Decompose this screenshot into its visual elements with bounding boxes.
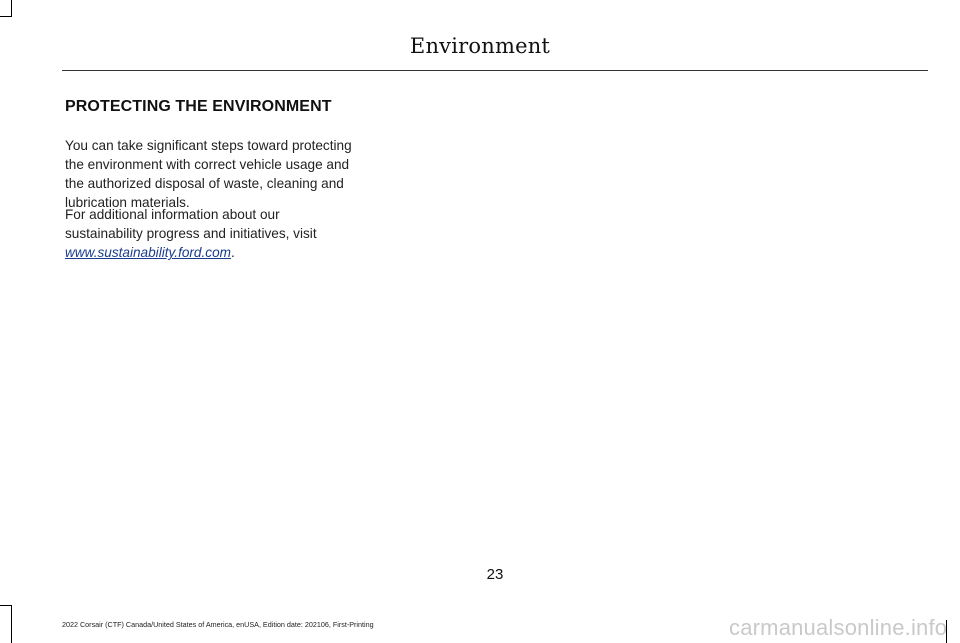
header-divider: [62, 70, 928, 71]
section-heading: PROTECTING THE ENVIRONMENT: [65, 98, 332, 115]
paragraph-additional-info-text: For additional information about our sustainability progress and initiatives, visit: [65, 207, 317, 241]
crop-mark-bottom-left-horizontal: [0, 605, 12, 606]
crop-mark-top-left-vertical: [11, 0, 12, 16]
page-header-title: Environment: [409, 34, 551, 58]
sustainability-link[interactable]: www.sustainability.ford.com: [65, 245, 231, 260]
paragraph-intro: You can take significant steps toward protecting the environment with correct vehicle usage and the authorized disposal of waste, cleaning and lubrication materials.: [65, 138, 352, 210]
page-number: 23: [486, 566, 504, 583]
watermark: carmanualsonline.info: [729, 615, 948, 640]
edition-footer: 2022 Corsair (CTF) Canada/United States of America, enUSA, Edition date: 202106, First-Printing: [62, 620, 374, 629]
paragraph-additional-info: [65, 205, 355, 262]
crop-mark-top-left-horizontal: [0, 16, 12, 17]
crop-mark-bottom-left-vertical: [11, 605, 12, 643]
paragraph-additional-info-end: .: [230, 245, 235, 260]
